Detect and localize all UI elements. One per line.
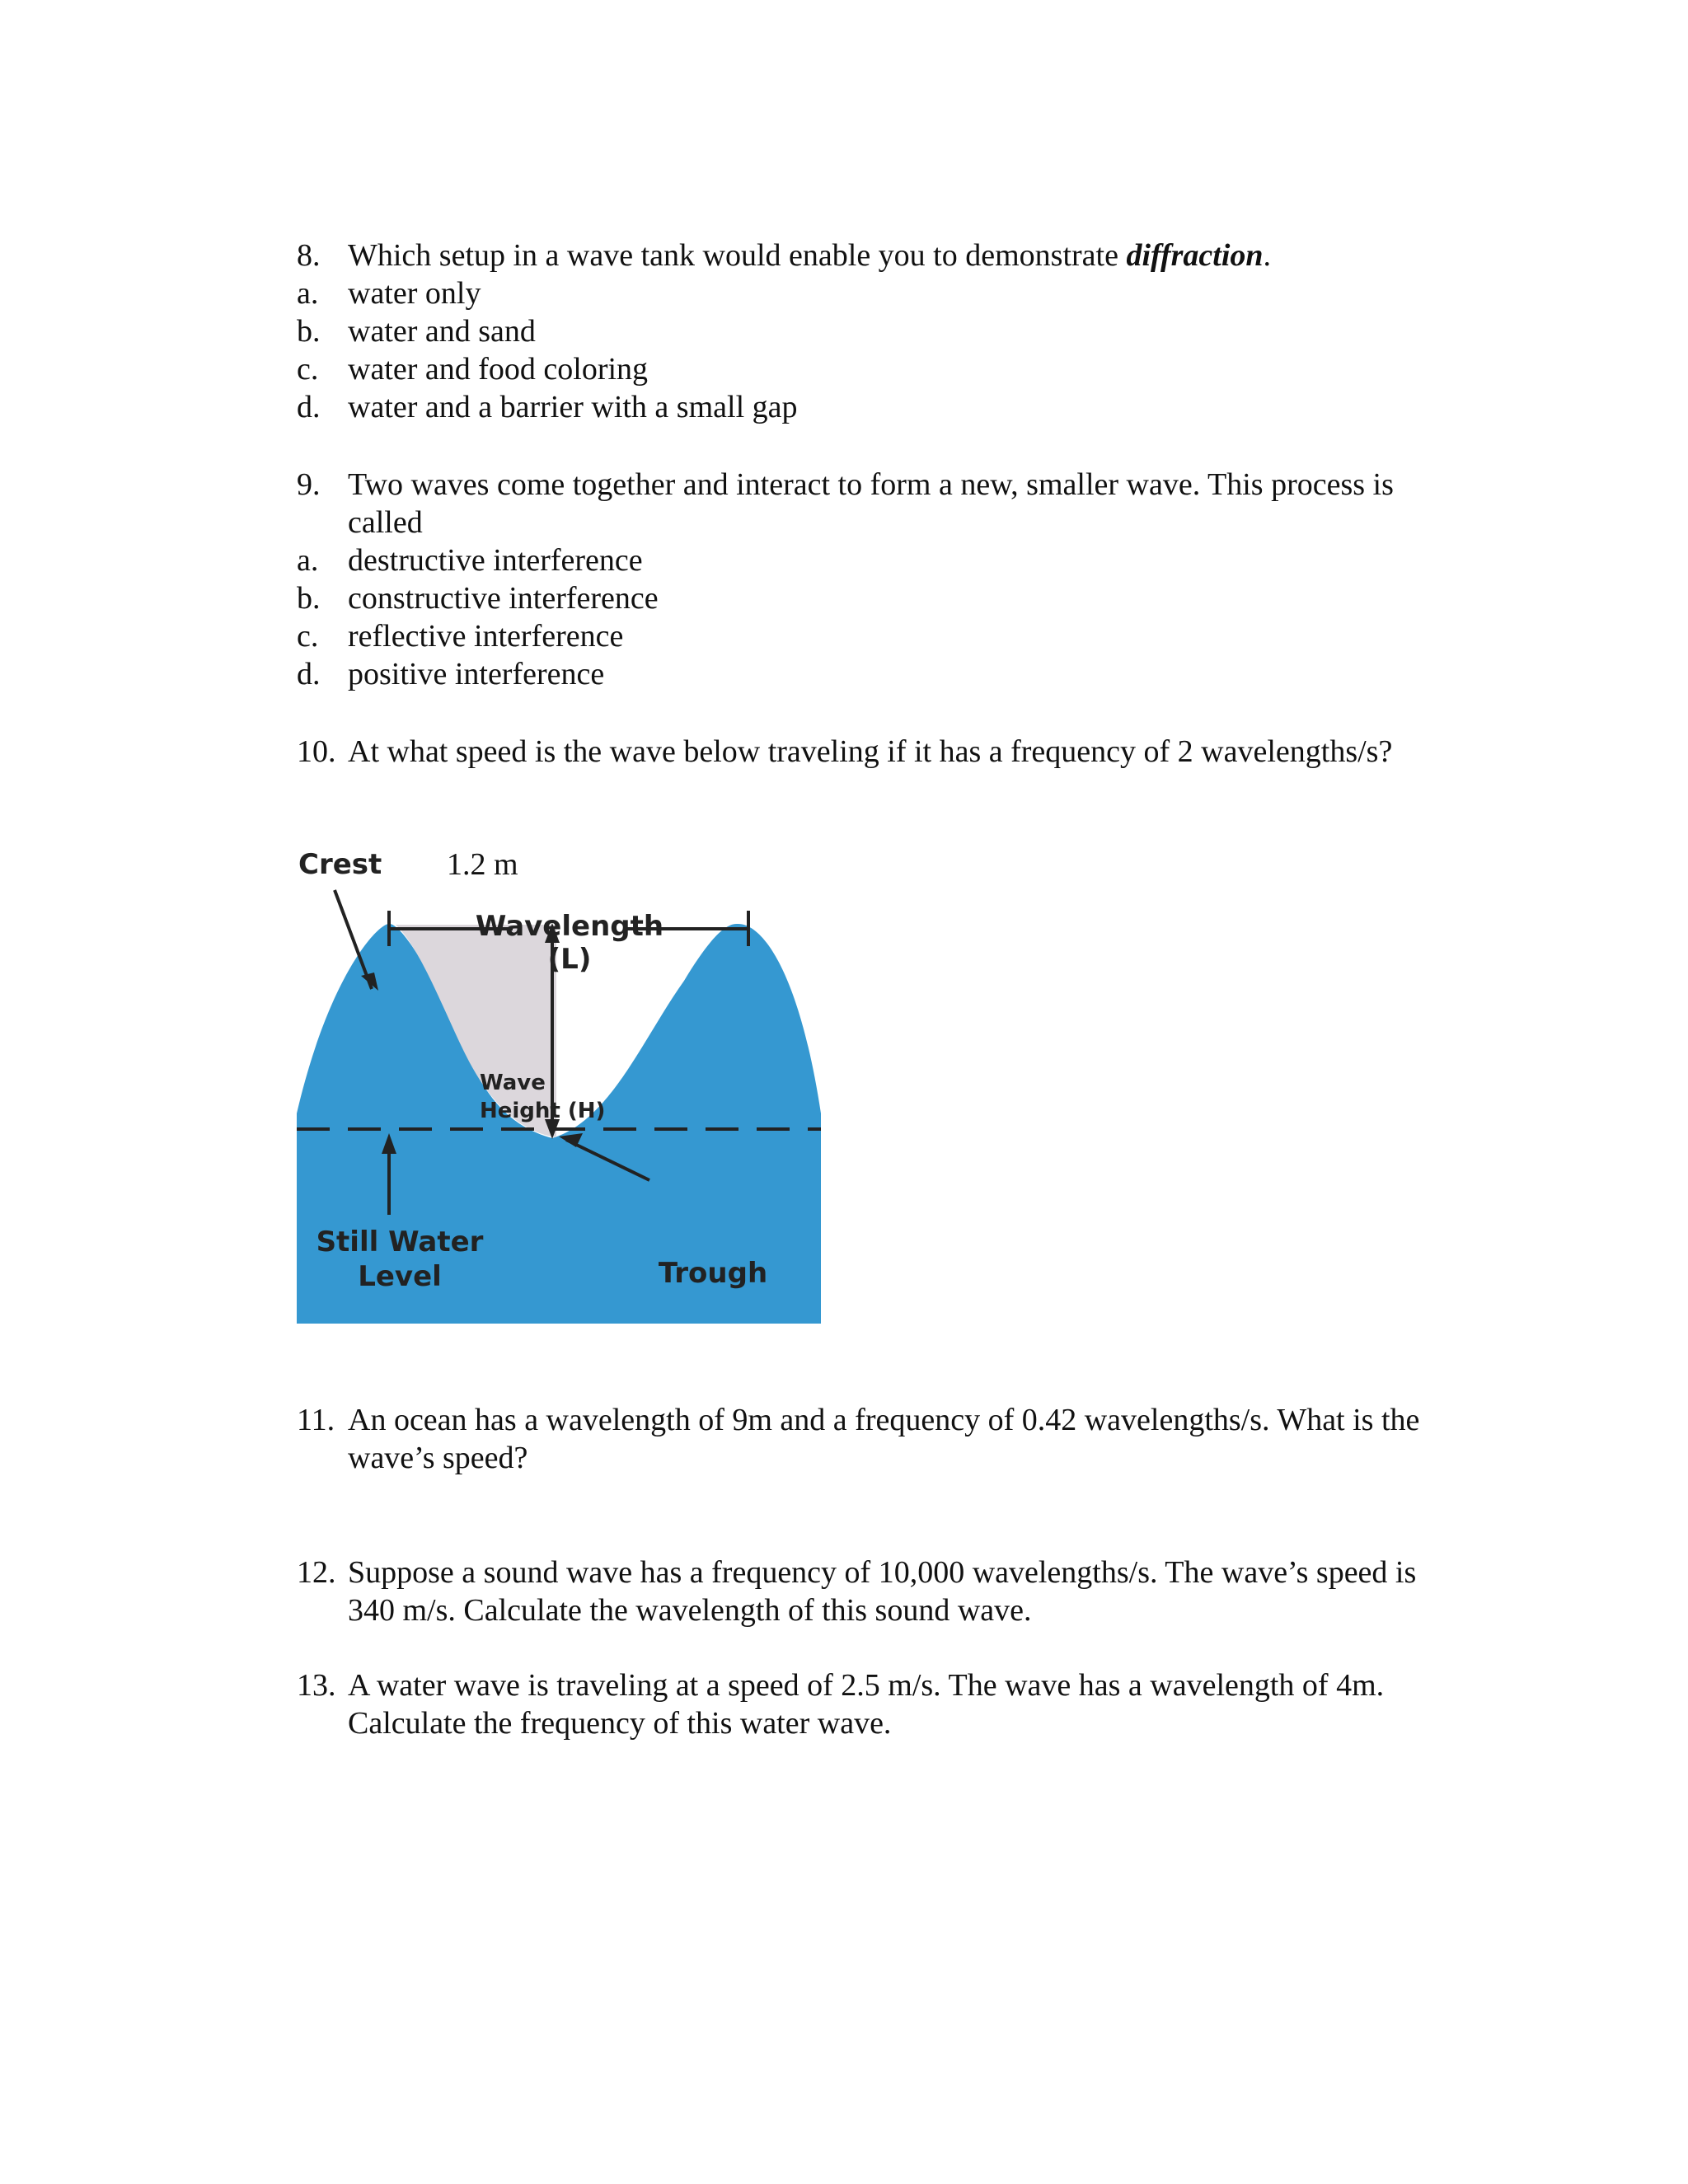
question-text: At what speed is the wave below traveling if it has a frequency of 2 wavelengths/s? [348, 734, 1393, 769]
option-a [297, 274, 1467, 312]
wavelength-measurement: 1.2 m [447, 847, 518, 882]
wave-height-label-2: Height (H) [480, 1099, 606, 1123]
option-text: reflective interference [348, 619, 624, 654]
still-water-label: Still Water [316, 1226, 484, 1258]
option-text: positive interference [348, 657, 605, 691]
question-text: Suppose a sound wave has a frequency of 10,000 wavelengths/s. The wave’s speed is 340 m/s. Calculate the wavelength of this sound wave. [348, 1555, 1417, 1628]
question-number: 13. [297, 1668, 336, 1703]
question-8 [297, 237, 1467, 426]
prompt-text: Which setup in a wave tank would enable you to demonstrate [348, 238, 1127, 273]
option-text: water only [348, 276, 481, 311]
option-letter: b. [297, 581, 321, 616]
option-c [297, 350, 1467, 388]
wavelength-label: Wavelength [475, 910, 664, 943]
question-text: A water wave is traveling at a speed of 2.5 m/s. The wave has a wavelength of 4m. Calculate the frequency of this water wave. [348, 1668, 1385, 1741]
option-letter: b. [297, 314, 321, 349]
question-12 [297, 1554, 1467, 1629]
question-number: 11. [297, 1403, 335, 1437]
question-9 [297, 466, 1467, 693]
option-text: constructive interference [348, 581, 659, 616]
still-water-label-2: Level [358, 1260, 442, 1293]
option-text: water and food coloring [348, 352, 649, 387]
question-number: 10. [297, 734, 336, 769]
question-10-prompt [297, 733, 1467, 771]
question-text: Two waves come together and interact to form a new, smaller wave. This process is called [348, 467, 1394, 540]
question-10 [297, 733, 1467, 771]
option-letter: a. [297, 276, 319, 311]
crest-label: Crest [298, 849, 382, 881]
question-text [348, 237, 1467, 274]
question-11 [297, 1401, 1467, 1477]
option-a [297, 541, 1467, 579]
option-d [297, 388, 1467, 426]
emphasized-term: diffraction [1126, 238, 1264, 273]
option-b [297, 312, 1467, 350]
option-letter: d. [297, 390, 321, 424]
option-letter: c. [297, 619, 319, 654]
option-letter: c. [297, 352, 319, 387]
trough-label: Trough [658, 1257, 768, 1290]
option-text: water and a barrier with a small gap [348, 390, 798, 424]
option-letter: d. [297, 657, 321, 691]
question-13-prompt [297, 1666, 1467, 1742]
question-number: 8. [297, 238, 321, 273]
question-9-prompt [297, 466, 1467, 541]
question-number: 12. [297, 1555, 336, 1590]
prompt-punctuation: . [1263, 238, 1272, 273]
question-8-prompt [297, 237, 1467, 274]
question-number: 9. [297, 467, 321, 502]
question-11-prompt [297, 1401, 1467, 1477]
question-13 [297, 1666, 1467, 1742]
option-b [297, 579, 1467, 617]
option-letter: a. [297, 543, 319, 578]
question-12-prompt [297, 1554, 1467, 1629]
wavelength-symbol: (L) [547, 943, 592, 976]
question-text: An ocean has a wavelength of 9m and a frequency of 0.42 wavelengths/s. What is the wave’s speed? [348, 1403, 1420, 1475]
wave-diagram [297, 849, 821, 1324]
option-text: water and sand [348, 314, 536, 349]
option-c [297, 617, 1467, 655]
wave-height-label: Wave [480, 1071, 546, 1095]
option-d [297, 655, 1467, 693]
option-text: destructive interference [348, 543, 643, 578]
